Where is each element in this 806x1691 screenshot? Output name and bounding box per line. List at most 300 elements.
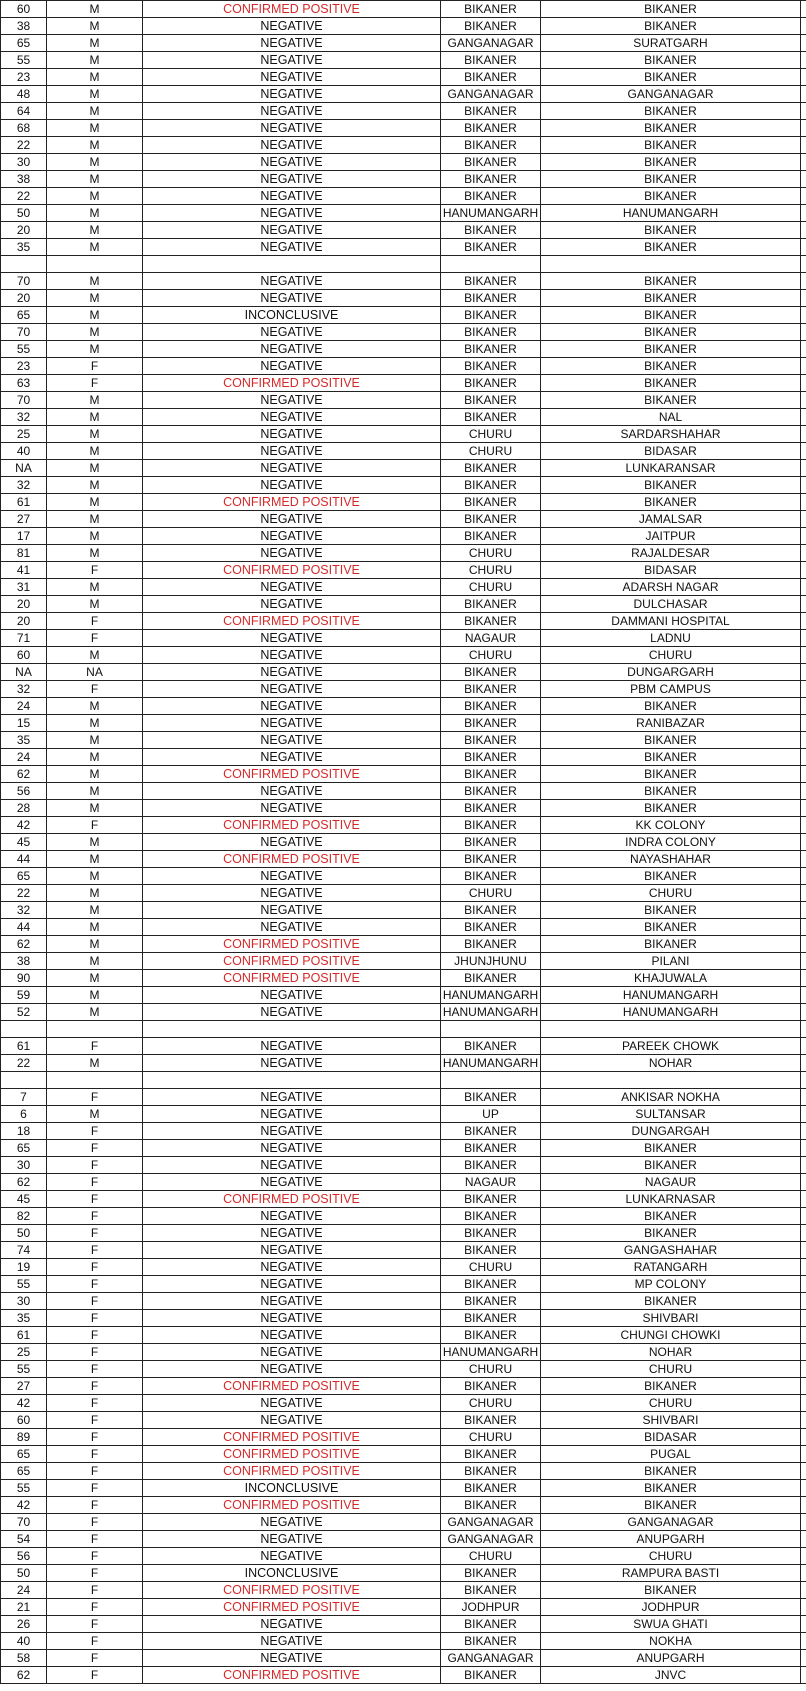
table-row: [1, 52, 806, 69]
table-row: [1, 120, 806, 137]
age-cell: 65: [1, 35, 47, 52]
locality-cell: CHUNGI CHOWKI: [541, 1327, 801, 1344]
locality-cell: KHAJUWALA: [541, 970, 801, 987]
sex-cell: M: [47, 1, 143, 18]
edge-cell: [801, 1497, 806, 1514]
result-cell: CONFIRMED POSITIVE: [143, 562, 441, 579]
edge-cell: [801, 171, 806, 188]
age-cell: 71: [1, 630, 47, 647]
edge-cell: [801, 1327, 806, 1344]
edge-cell: [801, 154, 806, 171]
locality-cell: SARDARSHAHAR: [541, 426, 801, 443]
locality-cell: JAITPUR: [541, 528, 801, 545]
table-row: [1, 715, 806, 732]
age-cell: 70: [1, 324, 47, 341]
sex-cell: F: [47, 1038, 143, 1055]
sex-cell: M: [47, 579, 143, 596]
district-cell: CHURU: [441, 1395, 541, 1412]
table-row: [1, 1582, 806, 1599]
sex-cell: F: [47, 358, 143, 375]
sex-cell: F: [47, 1446, 143, 1463]
age-cell: 81: [1, 545, 47, 562]
age-cell: 65: [1, 1463, 47, 1480]
age-cell: 56: [1, 1548, 47, 1565]
table-row: [1, 1395, 806, 1412]
sex-cell: M: [47, 69, 143, 86]
table-row: [1, 664, 806, 681]
edge-cell: [801, 800, 806, 817]
district-cell: BIKANER: [441, 1446, 541, 1463]
locality-cell: BIKANER: [541, 1225, 801, 1242]
result-cell: CONFIRMED POSITIVE: [143, 1463, 441, 1480]
result-cell: NEGATIVE: [143, 698, 441, 715]
edge-cell: [801, 188, 806, 205]
district-cell: BIKANER: [441, 1378, 541, 1395]
district-cell: BIKANER: [441, 613, 541, 630]
table-row: [1, 579, 806, 596]
table-row: [1, 1276, 806, 1293]
age-cell: 38: [1, 953, 47, 970]
table-row: [1, 936, 806, 953]
sex-cell: F: [47, 1174, 143, 1191]
result-cell: NEGATIVE: [143, 834, 441, 851]
age-cell: 30: [1, 1293, 47, 1310]
edge-cell: [801, 1055, 806, 1072]
district-cell: BIKANER: [441, 494, 541, 511]
result-cell: NEGATIVE: [143, 1208, 441, 1225]
sex-cell: F: [47, 1327, 143, 1344]
result-cell: NEGATIVE: [143, 1531, 441, 1548]
table-row: [1, 307, 806, 324]
district-cell: BIKANER: [441, 137, 541, 154]
result-cell: NEGATIVE: [143, 579, 441, 596]
table-row: [1, 1004, 806, 1021]
blank-cell: [143, 1021, 441, 1038]
age-cell: 90: [1, 970, 47, 987]
district-cell: BIKANER: [441, 460, 541, 477]
age-cell: 32: [1, 477, 47, 494]
district-cell: BIKANER: [441, 868, 541, 885]
result-cell: NEGATIVE: [143, 919, 441, 936]
age-cell: 28: [1, 800, 47, 817]
sex-cell: M: [47, 1106, 143, 1123]
edge-cell: [801, 1446, 806, 1463]
sex-cell: M: [47, 154, 143, 171]
age-cell: 22: [1, 188, 47, 205]
age-cell: 54: [1, 1531, 47, 1548]
locality-cell: LUNKARNASAR: [541, 1191, 801, 1208]
age-cell: 20: [1, 596, 47, 613]
district-cell: BIKANER: [441, 52, 541, 69]
blank-cell: [1, 1072, 47, 1089]
locality-cell: BIKANER: [541, 18, 801, 35]
result-cell: INCONCLUSIVE: [143, 1565, 441, 1582]
district-cell: BIKANER: [441, 1565, 541, 1582]
district-cell: BIKANER: [441, 919, 541, 936]
district-cell: BIKANER: [441, 1242, 541, 1259]
edge-cell: [801, 52, 806, 69]
sex-cell: M: [47, 103, 143, 120]
edge-cell: [801, 375, 806, 392]
district-cell: BIKANER: [441, 1208, 541, 1225]
age-cell: 20: [1, 613, 47, 630]
edge-cell: [801, 1650, 806, 1667]
edge-cell: [801, 562, 806, 579]
sex-cell: M: [47, 324, 143, 341]
edge-cell: [801, 409, 806, 426]
result-cell: NEGATIVE: [143, 664, 441, 681]
edge-cell: [801, 392, 806, 409]
edge-cell: [801, 1225, 806, 1242]
sex-cell: F: [47, 375, 143, 392]
district-cell: BIKANER: [441, 1616, 541, 1633]
district-cell: BIKANER: [441, 1310, 541, 1327]
district-cell: BIKANER: [441, 1480, 541, 1497]
table-row: [1, 1548, 806, 1565]
age-cell: 24: [1, 1582, 47, 1599]
result-cell: CONFIRMED POSITIVE: [143, 1599, 441, 1616]
result-cell: NEGATIVE: [143, 120, 441, 137]
table-row: [1, 834, 806, 851]
locality-cell: CHURU: [541, 885, 801, 902]
sex-cell: M: [47, 341, 143, 358]
blank-cell: [541, 1072, 801, 1089]
result-cell: NEGATIVE: [143, 1361, 441, 1378]
result-cell: NEGATIVE: [143, 239, 441, 256]
locality-cell: BIKANER: [541, 1157, 801, 1174]
result-cell: CONFIRMED POSITIVE: [143, 936, 441, 953]
locality-cell: PAREEK CHOWK: [541, 1038, 801, 1055]
table-row: [1, 1089, 806, 1106]
sex-cell: M: [47, 834, 143, 851]
table-row: [1, 596, 806, 613]
table-row: [1, 1378, 806, 1395]
age-cell: 15: [1, 715, 47, 732]
locality-cell: SHIVBARI: [541, 1412, 801, 1429]
result-cell: CONFIRMED POSITIVE: [143, 1378, 441, 1395]
edge-cell: [801, 1633, 806, 1650]
result-cell: NEGATIVE: [143, 1004, 441, 1021]
edge-cell: [801, 783, 806, 800]
table-row: [1, 18, 806, 35]
locality-cell: BIKANER: [541, 766, 801, 783]
result-cell: NEGATIVE: [143, 545, 441, 562]
result-cell: NEGATIVE: [143, 715, 441, 732]
sex-cell: M: [47, 222, 143, 239]
sex-cell: M: [47, 545, 143, 562]
locality-cell: BIKANER: [541, 1463, 801, 1480]
locality-cell: CHURU: [541, 1361, 801, 1378]
result-cell: CONFIRMED POSITIVE: [143, 851, 441, 868]
locality-cell: SURATGARH: [541, 35, 801, 52]
locality-cell: HANUMANGARH: [541, 987, 801, 1004]
district-cell: CHURU: [441, 1259, 541, 1276]
table-row: [1, 1225, 806, 1242]
district-cell: NAGAUR: [441, 630, 541, 647]
table-row: [1, 1497, 806, 1514]
locality-cell: BIKANER: [541, 494, 801, 511]
result-cell: NEGATIVE: [143, 171, 441, 188]
age-cell: 45: [1, 834, 47, 851]
result-cell: INCONCLUSIVE: [143, 307, 441, 324]
result-cell: NEGATIVE: [143, 1174, 441, 1191]
district-cell: CHURU: [441, 1429, 541, 1446]
sex-cell: M: [47, 596, 143, 613]
table-row: [1, 273, 806, 290]
edge-cell: [801, 1157, 806, 1174]
result-cell: CONFIRMED POSITIVE: [143, 817, 441, 834]
result-cell: NEGATIVE: [143, 460, 441, 477]
age-cell: 60: [1, 1, 47, 18]
district-cell: BIKANER: [441, 749, 541, 766]
locality-cell: PBM CAMPUS: [541, 681, 801, 698]
district-cell: BIKANER: [441, 1140, 541, 1157]
result-cell: NEGATIVE: [143, 885, 441, 902]
district-cell: HANUMANGARH: [441, 1004, 541, 1021]
district-cell: BIKANER: [441, 1089, 541, 1106]
edge-cell: [801, 460, 806, 477]
table-row: [1, 919, 806, 936]
result-cell: NEGATIVE: [143, 681, 441, 698]
table-row: [1, 766, 806, 783]
result-cell: NEGATIVE: [143, 1344, 441, 1361]
sex-cell: M: [47, 426, 143, 443]
sex-cell: F: [47, 1089, 143, 1106]
result-cell: NEGATIVE: [143, 1327, 441, 1344]
edge-cell: [801, 834, 806, 851]
district-cell: BIKANER: [441, 681, 541, 698]
result-cell: NEGATIVE: [143, 1038, 441, 1055]
age-cell: 35: [1, 732, 47, 749]
table-row: [1, 426, 806, 443]
age-cell: 70: [1, 273, 47, 290]
edge-cell: [801, 1378, 806, 1395]
sex-cell: F: [47, 1548, 143, 1565]
edge-cell: [801, 324, 806, 341]
age-cell: 42: [1, 1497, 47, 1514]
table-row: [1, 1208, 806, 1225]
district-cell: BIKANER: [441, 834, 541, 851]
age-cell: 65: [1, 1140, 47, 1157]
age-cell: 38: [1, 171, 47, 188]
result-cell: NEGATIVE: [143, 1633, 441, 1650]
edge-cell: [801, 1582, 806, 1599]
locality-cell: BIKANER: [541, 783, 801, 800]
edge-cell: [801, 579, 806, 596]
locality-cell: BIKANER: [541, 171, 801, 188]
locality-cell: BIKANER: [541, 1378, 801, 1395]
locality-cell: NAGAUR: [541, 1174, 801, 1191]
blank-cell: [1, 256, 47, 273]
table-row: [1, 375, 806, 392]
sex-cell: F: [47, 1582, 143, 1599]
locality-cell: GANGANAGAR: [541, 1514, 801, 1531]
age-cell: 89: [1, 1429, 47, 1446]
sex-cell: F: [47, 1208, 143, 1225]
locality-cell: BIKANER: [541, 800, 801, 817]
age-cell: 41: [1, 562, 47, 579]
locality-cell: BIKANER: [541, 324, 801, 341]
result-cell: NEGATIVE: [143, 528, 441, 545]
table-row: [1, 1361, 806, 1378]
district-cell: BIKANER: [441, 222, 541, 239]
age-cell: 56: [1, 783, 47, 800]
edge-cell: [801, 1089, 806, 1106]
district-cell: BIKANER: [441, 851, 541, 868]
edge-cell: [801, 205, 806, 222]
table-row: [1, 528, 806, 545]
edge-cell: [801, 732, 806, 749]
table-row: [1, 1310, 806, 1327]
edge-cell: [801, 1344, 806, 1361]
district-cell: BIKANER: [441, 732, 541, 749]
table-row: [1, 681, 806, 698]
table-row: [1, 290, 806, 307]
table-row: [1, 1, 806, 18]
sex-cell: M: [47, 205, 143, 222]
sex-cell: M: [47, 494, 143, 511]
age-cell: 30: [1, 154, 47, 171]
edge-cell: [801, 1361, 806, 1378]
result-cell: NEGATIVE: [143, 732, 441, 749]
age-cell: 20: [1, 290, 47, 307]
age-cell: 70: [1, 1514, 47, 1531]
sex-cell: F: [47, 1412, 143, 1429]
locality-cell: BIKANER: [541, 69, 801, 86]
result-cell: NEGATIVE: [143, 1616, 441, 1633]
district-cell: HANUMANGARH: [441, 1344, 541, 1361]
age-cell: 6: [1, 1106, 47, 1123]
district-cell: BIKANER: [441, 902, 541, 919]
result-cell: CONFIRMED POSITIVE: [143, 1446, 441, 1463]
locality-cell: BIKANER: [541, 154, 801, 171]
district-cell: BIKANER: [441, 970, 541, 987]
age-cell: 23: [1, 358, 47, 375]
blank-row: [1, 256, 806, 273]
sex-cell: M: [47, 647, 143, 664]
locality-cell: BIKANER: [541, 936, 801, 953]
sex-cell: F: [47, 1565, 143, 1582]
edge-cell: [801, 1514, 806, 1531]
age-cell: 48: [1, 86, 47, 103]
edge-cell: [801, 868, 806, 885]
table-row: [1, 1123, 806, 1140]
table-row: [1, 1531, 806, 1548]
result-cell: NEGATIVE: [143, 1242, 441, 1259]
district-cell: GANGANAGAR: [441, 1514, 541, 1531]
age-cell: 64: [1, 103, 47, 120]
result-cell: NEGATIVE: [143, 1276, 441, 1293]
sex-cell: F: [47, 1514, 143, 1531]
district-cell: BIKANER: [441, 1123, 541, 1140]
age-cell: 40: [1, 443, 47, 460]
edge-cell: [801, 511, 806, 528]
result-cell: NEGATIVE: [143, 1310, 441, 1327]
sex-cell: M: [47, 477, 143, 494]
edge-cell: [801, 596, 806, 613]
sex-cell: F: [47, 1616, 143, 1633]
sex-cell: M: [47, 715, 143, 732]
age-cell: 62: [1, 766, 47, 783]
age-cell: 60: [1, 647, 47, 664]
edge-cell: [801, 137, 806, 154]
sex-cell: F: [47, 1378, 143, 1395]
sex-cell: F: [47, 1140, 143, 1157]
district-cell: CHURU: [441, 426, 541, 443]
edge-cell: [801, 477, 806, 494]
sex-cell: F: [47, 1650, 143, 1667]
locality-cell: BIKANER: [541, 902, 801, 919]
table-row: [1, 1327, 806, 1344]
edge-cell: [801, 1276, 806, 1293]
sex-cell: M: [47, 239, 143, 256]
table-row: [1, 358, 806, 375]
edge-cell: [801, 1174, 806, 1191]
table-row: [1, 851, 806, 868]
edge-cell: [801, 1616, 806, 1633]
table-row: [1, 239, 806, 256]
blank-cell: [801, 1072, 806, 1089]
age-cell: 27: [1, 511, 47, 528]
district-cell: BIKANER: [441, 715, 541, 732]
result-cell: NEGATIVE: [143, 783, 441, 800]
locality-cell: BIKANER: [541, 239, 801, 256]
district-cell: UP: [441, 1106, 541, 1123]
blank-cell: [441, 1072, 541, 1089]
age-cell: 61: [1, 1038, 47, 1055]
blank-cell: [143, 256, 441, 273]
edge-cell: [801, 987, 806, 1004]
locality-cell: DUNGARGARH: [541, 664, 801, 681]
sex-cell: M: [47, 851, 143, 868]
table-row: [1, 188, 806, 205]
locality-cell: BIKANER: [541, 137, 801, 154]
sex-cell: F: [47, 1344, 143, 1361]
blank-cell: [47, 256, 143, 273]
age-cell: 27: [1, 1378, 47, 1395]
district-cell: NAGAUR: [441, 1174, 541, 1191]
edge-cell: [801, 902, 806, 919]
edge-cell: [801, 1395, 806, 1412]
result-cell: CONFIRMED POSITIVE: [143, 1191, 441, 1208]
locality-cell: BIKANER: [541, 477, 801, 494]
age-cell: 82: [1, 1208, 47, 1225]
age-cell: 22: [1, 1055, 47, 1072]
blank-cell: [541, 256, 801, 273]
table-row: [1, 1565, 806, 1582]
age-cell: 62: [1, 1667, 47, 1684]
edge-cell: [801, 1548, 806, 1565]
edge-cell: [801, 1242, 806, 1259]
edge-cell: [801, 936, 806, 953]
district-cell: BIKANER: [441, 1191, 541, 1208]
locality-cell: ANKISAR NOKHA: [541, 1089, 801, 1106]
edge-cell: [801, 664, 806, 681]
age-cell: 25: [1, 426, 47, 443]
district-cell: BIKANER: [441, 1225, 541, 1242]
locality-cell: BIKANER: [541, 307, 801, 324]
result-cell: CONFIRMED POSITIVE: [143, 1429, 441, 1446]
age-cell: 50: [1, 1565, 47, 1582]
table-row: [1, 1633, 806, 1650]
district-cell: BIKANER: [441, 800, 541, 817]
result-cell: INCONCLUSIVE: [143, 1480, 441, 1497]
edge-cell: [801, 273, 806, 290]
edge-cell: [801, 18, 806, 35]
sex-cell: M: [47, 732, 143, 749]
sex-cell: M: [47, 188, 143, 205]
table-row: [1, 1055, 806, 1072]
